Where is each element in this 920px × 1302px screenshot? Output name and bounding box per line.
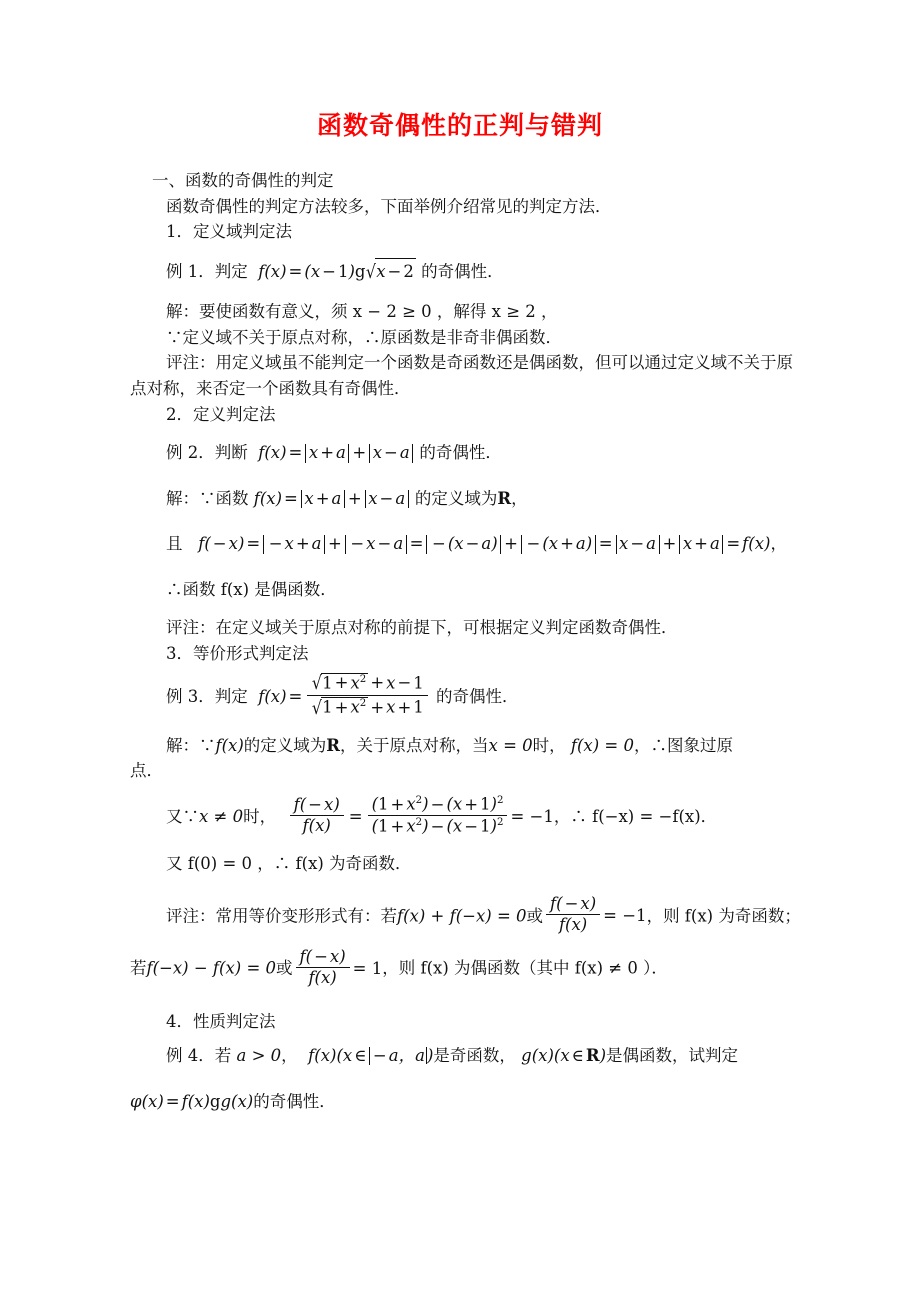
example-2-tail: 的奇偶性． <box>419 443 502 463</box>
spacer <box>130 511 802 531</box>
solution-3-line-3: 又 f(0) = 0 ，∴ f(x) 为奇函数． <box>166 853 412 873</box>
odd-condition: f(x) + f(−x) = 0 <box>397 905 527 925</box>
example-2 <box>130 440 802 466</box>
cond-sep: ， <box>281 1045 298 1065</box>
spacer <box>130 245 802 258</box>
phi-formula: φ(x) = f(x)gg(x) <box>130 1091 254 1111</box>
example-1-tail: 的奇偶性． <box>421 261 504 281</box>
solution-3-line-1 <box>130 733 802 759</box>
solution-3-ratio: $\frac{f( - x)}{f(x)}$ = $\frac{(1 + x^2) - (x + 1)^2}{(1 + x^2) - (x - 1)^2}$ = −1 <box>287 807 554 826</box>
example-1-formula: f(x) = (x − 1)g√x − 2 <box>253 262 416 281</box>
x-equals-zero: x = 0 <box>488 735 533 755</box>
spacer <box>130 989 802 1009</box>
solution-1-line-1 <box>130 299 802 325</box>
comment-1-text: 用定义域虽不能判定一个函数是奇函数还是偶函数，但可以通过定义域不关于原 <box>215 353 793 373</box>
example-1-label: 例 1．判定 <box>166 261 248 281</box>
solution-2-derivation: f( − x) = − x + a + − x − a = − (x − a) + − (x + a) = x − a + x + a = f(x) <box>198 534 771 554</box>
spacer <box>130 286 802 299</box>
comment-1-line-2: 点对称，来否定一个函数具有奇偶性． <box>130 379 411 399</box>
solution-3-p3: ，关于原点对称，当 <box>340 735 489 755</box>
comment-3-p3: ，则 f(x) 为奇函数； <box>646 905 801 925</box>
solution-1-text: 要使函数有意义，须 x − 2 ≥ 0 ，解得 x ≥ 2 ， <box>199 302 558 322</box>
example-3-formula: f(x) = $\frac{√1 + x^2 + x - 1}{√1 + x^2 + x + 1}$ <box>253 687 431 706</box>
comment-label: 评注： <box>166 618 216 638</box>
example-3 <box>130 675 802 720</box>
spacer <box>130 838 802 851</box>
spacer <box>130 466 802 486</box>
comment-3-line-1 <box>130 893 802 937</box>
page-title: 函数奇偶性的正判与错判 <box>316 111 603 140</box>
comment-label: 评注： <box>166 353 216 373</box>
spacer <box>130 602 802 615</box>
condition-a: a > 0 <box>236 1045 282 1065</box>
document-body <box>0 142 920 1114</box>
comment-3-p1: 常用等价变形形式有：若 <box>215 905 397 925</box>
and-label: 且 <box>166 534 183 554</box>
solution-2-comma: ， <box>511 488 528 508</box>
example-1 <box>130 258 802 287</box>
comment-3-ratio-2: $\frac{f( - x)}{f(x)}$ = 1 <box>293 959 383 978</box>
method-2-heading: 2．定义判定法 <box>166 404 276 424</box>
intro-text: 函数奇偶性的判定方法较多，下面举例介绍常见的判定方法． <box>166 196 612 216</box>
comment-3-line2-p3: ，则 f(x) 为偶函数（其中 f(x) ≠ 0 ）． <box>382 958 668 978</box>
fx-symbol: f(x) <box>215 735 244 755</box>
method-1-heading: 1．定义域判定法 <box>166 222 292 242</box>
solution-2-prefix: ∵函数 <box>199 488 249 508</box>
solution-3-line2-prefix: 又∵ <box>166 806 199 826</box>
solution-3-line2-tail: ，∴ f(−x) = −f(x)． <box>553 806 718 826</box>
solve-label: 解： <box>166 488 199 508</box>
because-symbol: ∵ <box>199 735 216 755</box>
spacer <box>130 936 802 949</box>
comment-3-eq: = −1 <box>603 905 647 925</box>
solution-2-line-2: 且 f( − x) = − x + a + − x − a = − (x − a) + − (x + a) = x − a + x + a = f(x)， <box>166 534 787 554</box>
solution-3-p2: 的定义域为 <box>243 735 327 755</box>
solution-2-conclusion: ∴函数 f(x) 是偶函数． <box>166 579 337 599</box>
spacer <box>130 720 802 733</box>
example-2-label: 例 2．判断 <box>166 443 248 463</box>
comment-2-text: 在定义域关于原点对称的前提下，可根据定义判定函数奇偶性． <box>215 618 678 638</box>
solution-3-line-2 <box>130 794 802 838</box>
condition-f-text: 是奇函数， <box>433 1045 516 1065</box>
ratio-result: = −1 <box>510 806 554 826</box>
example-4-line-2 <box>130 1089 802 1115</box>
shi-label: 时， <box>243 806 277 826</box>
section-heading: 一、函数的奇偶性的判定 <box>152 171 334 190</box>
spacer <box>130 667 802 675</box>
example-3-tail: 的奇偶性． <box>436 686 519 706</box>
comment-2 <box>130 615 802 641</box>
condition-f: f(x)(x ∈ − a，a ) <box>308 1045 434 1065</box>
example-4-tail: 的奇偶性． <box>253 1091 336 1111</box>
comment-label: 评注： <box>166 905 216 925</box>
even-condition: f(−x) − f(x) = 0 <box>146 958 277 978</box>
condition-g-text: 是偶函数，试判定 <box>606 1045 738 1065</box>
real-set-symbol: R <box>326 735 341 755</box>
spacer <box>130 1035 802 1043</box>
spacer <box>130 1069 802 1089</box>
solution-1-line-2: ∵定义域不关于原点对称，∴原函数是非奇非偶函数． <box>166 327 562 347</box>
method-3-heading: 3．等价形式判定法 <box>166 643 309 663</box>
spacer <box>130 557 802 577</box>
solve-label: 解： <box>166 735 199 755</box>
solution-3-wrap: 点． <box>130 761 163 781</box>
example-3-label: 例 3．判定 <box>166 686 248 706</box>
condition-g: g(x)(x ∈ R) <box>521 1045 606 1065</box>
huo-label: 或 <box>276 958 293 978</box>
spacer <box>130 427 802 440</box>
example-4-line-1 <box>130 1043 802 1069</box>
solution-3-p4: 时， <box>532 735 566 755</box>
example-2-formula: f(x) = x + a + x − a <box>253 443 414 462</box>
solution-2-mid: 的定义域为 <box>414 488 498 508</box>
example-4-label: 例 4．若 <box>166 1045 232 1065</box>
fx-equals-zero: f(x) = 0 <box>570 735 634 755</box>
solution-2-line-1 <box>130 486 802 512</box>
solve-label: 解： <box>166 302 199 322</box>
spacer <box>130 877 802 897</box>
comment-3-ratio: $\frac{f( - x)}{f(x)}$ = −1 <box>543 906 647 925</box>
comment-3-line2-p1: 若 <box>130 958 147 978</box>
x-ne-zero: x ≠ 0 <box>199 806 244 826</box>
comment-1-line-1 <box>130 350 802 376</box>
solution-3-p5: ，∴图象过原 <box>634 735 733 755</box>
solution-2-formula: f(x) = x + a + x − a <box>254 489 410 508</box>
comment-3-line-2 <box>130 946 802 989</box>
real-set-symbol: R <box>497 488 512 508</box>
method-4-heading: 4．性质判定法 <box>166 1012 276 1032</box>
comment-3-eq-2: = 1 <box>352 958 383 978</box>
huo-label: 或 <box>526 905 544 925</box>
